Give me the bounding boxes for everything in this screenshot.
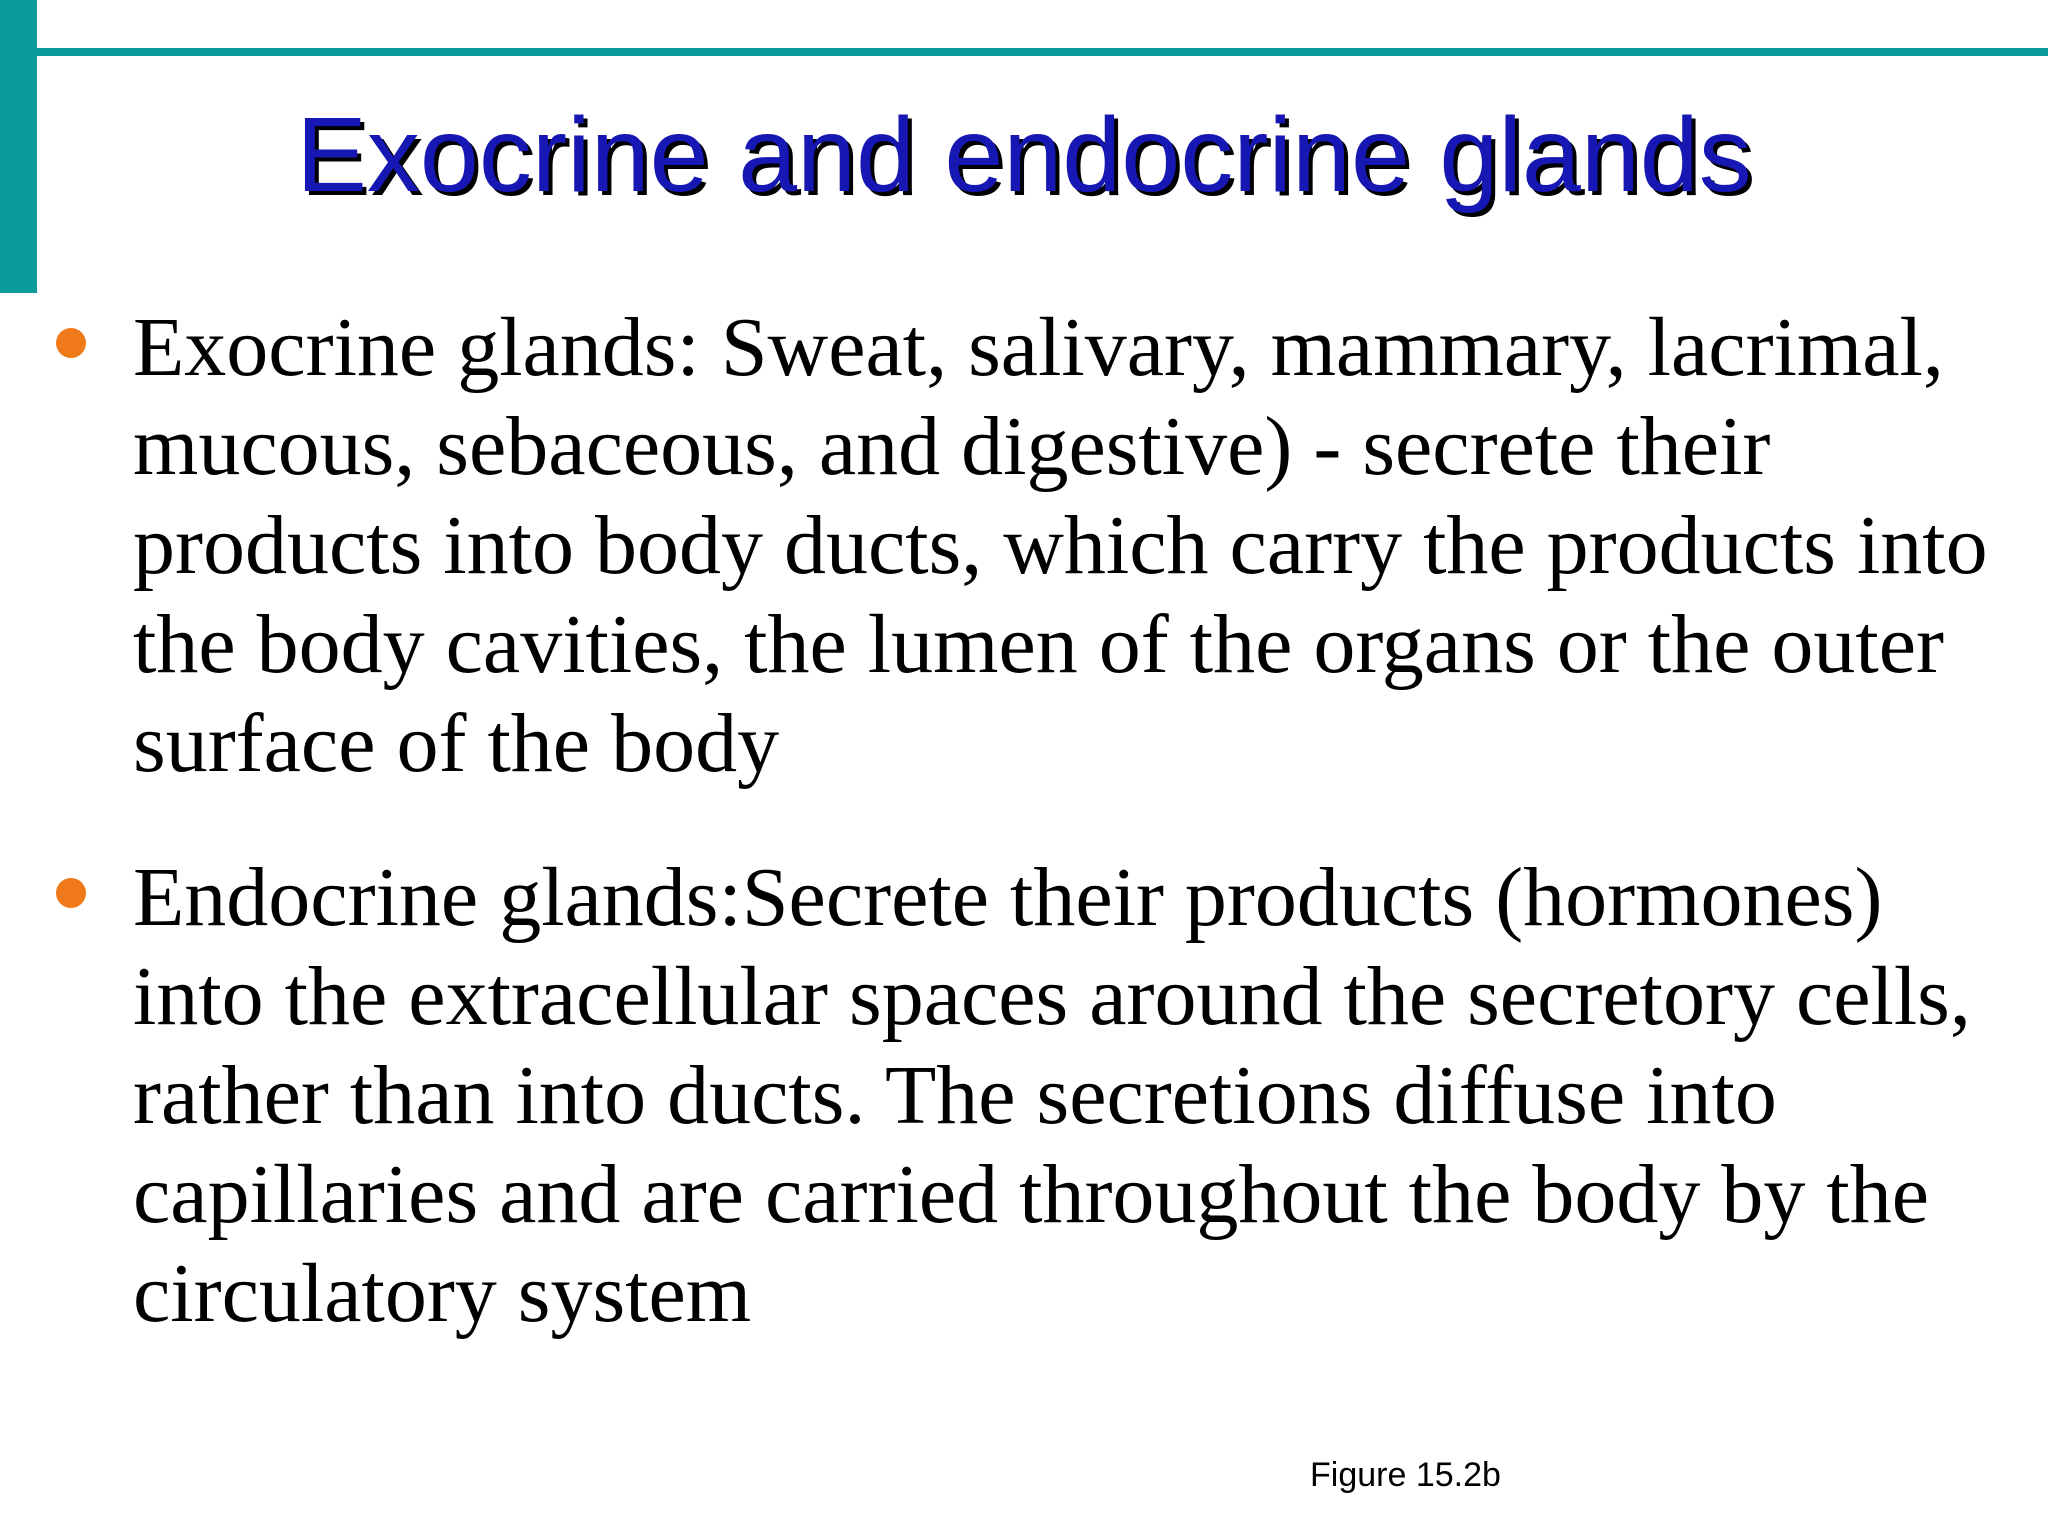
figure-caption: Figure 15.2b: [1310, 1456, 1501, 1494]
bullet-dot-icon: [56, 328, 86, 358]
slide-title: Exocrine and endocrine glands: [296, 96, 1752, 214]
accent-line-horizontal: [37, 48, 2048, 56]
bullet-list: [50, 298, 2030, 1343]
bullet-text-exocrine: Exocrine glands: Sweat, salivary, mammary, lacrimal, mucous, sebaceous, and digestive) - secrete their products into body ducts, which carry the products into the body cavities, the lumen of the organs or the outer surface of the body: [133, 301, 1988, 790]
bullet-dot-icon: [56, 878, 86, 908]
bullet-text-endocrine: Endocrine glands:Secrete their products (hormones) into the extracellular spaces around the secretory cells, rather than into ducts. The secretions diffuse into capillaries and are carried throughout the body by the circulatory system: [133, 851, 1971, 1340]
bullet-item-endocrine: [50, 848, 2030, 1343]
bullet-item-exocrine: [50, 298, 2030, 793]
